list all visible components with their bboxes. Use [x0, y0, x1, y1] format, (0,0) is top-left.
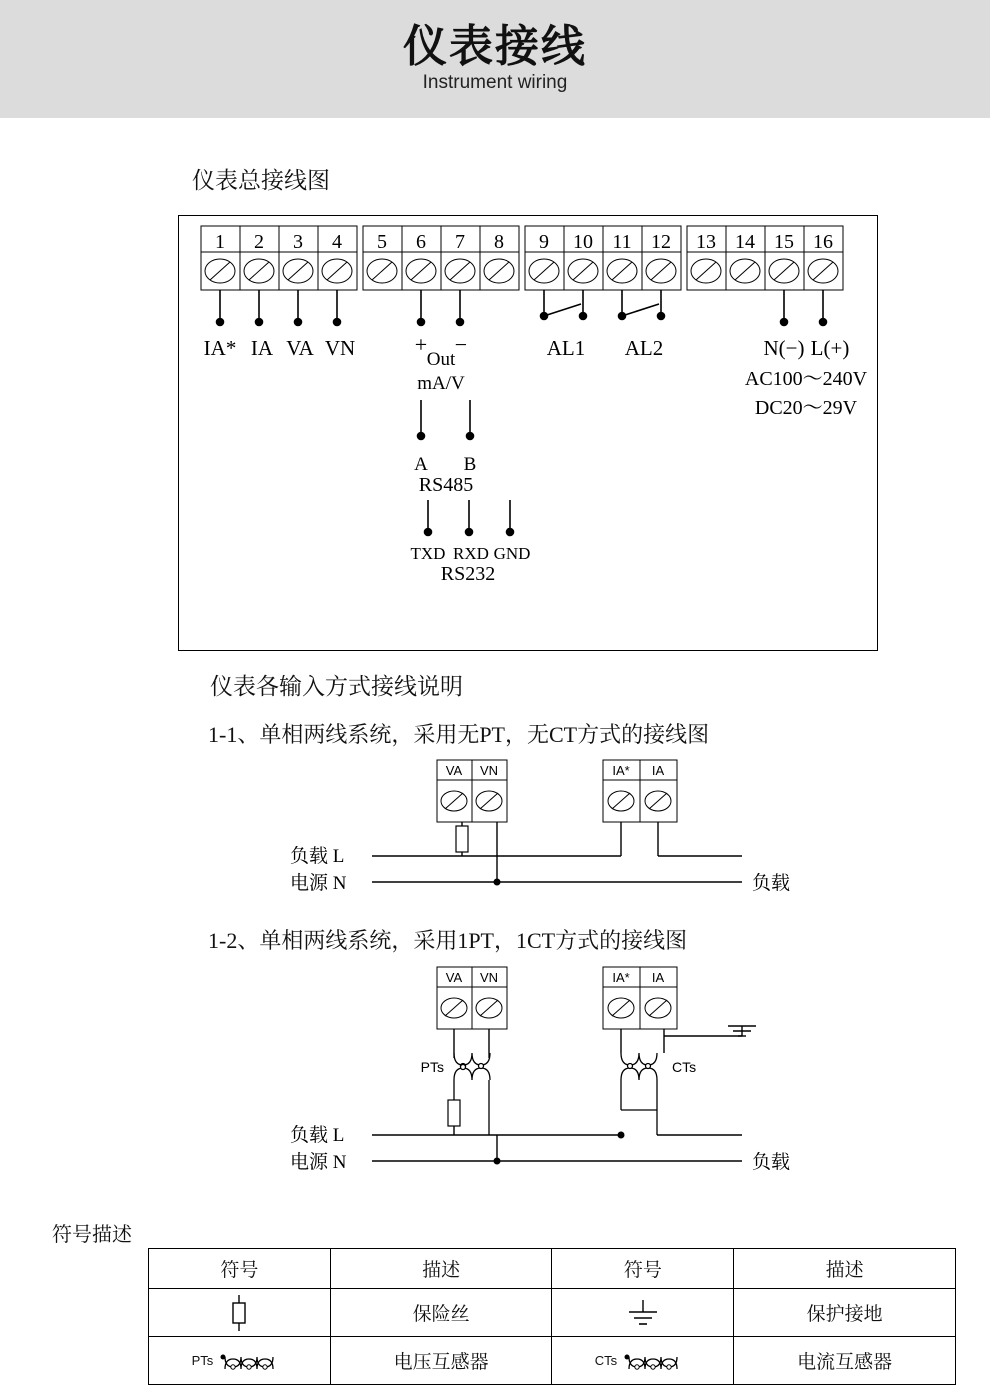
- case12-right-label: 负载: [752, 1152, 791, 1173]
- case-1-1-title: 1-1、单相两线系统，采用无PT，无CT方式的接线图: [208, 722, 710, 747]
- label-rs485-b: B: [463, 454, 477, 475]
- label-ac-range: AC100～240V: [744, 368, 868, 390]
- al2-contact: [619, 290, 665, 320]
- desc-fuse: 保险丝: [330, 1289, 552, 1337]
- terminal-labels: [204, 332, 868, 585]
- case-1-2-title: 1-2、单相两线系统，采用1PT，1CT方式的接线图: [208, 928, 688, 953]
- terminal-number: 15: [774, 231, 794, 253]
- terminal-number: 4: [332, 231, 342, 253]
- terminal-number: 3: [293, 231, 303, 253]
- case12-terminal-label: VN: [479, 970, 499, 985]
- page-title-en: Instrument wiring: [422, 72, 568, 94]
- terminal-number: 11: [612, 231, 632, 253]
- rs485-leads: [418, 400, 474, 440]
- terminal-number: 13: [696, 231, 716, 253]
- table-row: [149, 1337, 956, 1385]
- col-header-desc-1: 描述: [330, 1249, 552, 1289]
- label-rs232: RS232: [440, 563, 496, 585]
- terminal-number: 16: [813, 231, 833, 253]
- desc-ground: 保护接地: [734, 1289, 956, 1337]
- col-header-symbol-2: 符号: [552, 1249, 734, 1289]
- label-gnd: GND: [493, 544, 531, 563]
- label-al1: AL1: [546, 336, 586, 360]
- terminal-number: 12: [651, 231, 671, 253]
- input-modes-title: 仪表各输入方式接线说明: [210, 674, 463, 699]
- label-vn: VN: [324, 336, 356, 360]
- label-ia: IA: [250, 336, 274, 360]
- case12-terminal-label: IA: [651, 970, 665, 985]
- case11-terminal-label: IA: [651, 763, 665, 778]
- cts-transformer: [621, 1053, 657, 1135]
- case-1-2-diagram: [290, 967, 790, 1173]
- symbol-cts-cell: [552, 1337, 734, 1385]
- label-ia-star: IA*: [203, 336, 237, 360]
- cts-symbol-label: CTs: [594, 1353, 618, 1368]
- label-n-neg: N(−): [763, 336, 805, 360]
- case11-left-label: 电源 N: [290, 873, 347, 894]
- symbol-ground-cell: [552, 1289, 734, 1337]
- case11-terminal-label: VA: [445, 763, 463, 778]
- page-title-cn: 仪表接线: [403, 21, 587, 71]
- case12-terminal-label: IA*: [612, 970, 630, 985]
- rs232-leads: [425, 500, 514, 536]
- terminal-number: 5: [377, 231, 387, 253]
- case12-left-label: 电源 N: [290, 1152, 347, 1173]
- case11-terminal-label: VN: [479, 763, 499, 778]
- main-diagram-title: 仪表总接线图: [192, 168, 330, 193]
- symbol-pts-cell: [149, 1337, 331, 1385]
- case11-right-label: 负载: [752, 873, 791, 894]
- desc-cts: 电流互感器: [734, 1337, 956, 1385]
- terminal-number: 14: [735, 231, 755, 253]
- terminal-screws: [205, 259, 838, 283]
- case12-left-label: 负载 L: [290, 1125, 345, 1146]
- label-out: Out: [426, 349, 456, 370]
- terminal-leads: [217, 290, 827, 326]
- terminal-number: 6: [416, 231, 426, 253]
- label-rs485: RS485: [418, 474, 474, 496]
- label-txd: TXD: [410, 544, 446, 563]
- label-rxd: RXD: [453, 544, 489, 563]
- label-rs485-a: A: [414, 454, 428, 475]
- pts-symbol-label: PTs: [191, 1353, 214, 1368]
- case12-terminal-label: VA: [445, 970, 463, 985]
- desc-pts: 电压互感器: [330, 1337, 552, 1385]
- table-row: [149, 1289, 956, 1337]
- cts-transformer-icon: [621, 1343, 691, 1379]
- pts-label: PTs: [420, 1059, 444, 1075]
- table-header-row: [149, 1249, 956, 1289]
- case-1-1-diagram: [290, 760, 790, 894]
- pts-transformer-icon: [217, 1343, 287, 1379]
- label-l-pos: L(+): [810, 336, 850, 360]
- terminal-number: 9: [539, 231, 549, 253]
- col-header-desc-2: 描述: [734, 1249, 956, 1289]
- label-dc-range: DC20～29V: [754, 397, 858, 419]
- label-va: VA: [286, 336, 314, 360]
- terminal-number: 10: [573, 231, 593, 253]
- symbol-desc-title: 符号描述: [52, 1224, 132, 1246]
- terminal-number: 7: [455, 231, 465, 253]
- al1-contact: [541, 290, 587, 320]
- ground-icon: [552, 1296, 733, 1330]
- terminal-number: 1: [215, 231, 225, 253]
- col-header-symbol-1: 符号: [149, 1249, 331, 1289]
- label-out-minus: −: [454, 332, 468, 357]
- terminal-number: 2: [254, 231, 264, 253]
- label-out-plus: +: [414, 332, 428, 357]
- label-ma-v: mA/V: [417, 373, 465, 394]
- case11-terminal-label: IA*: [612, 763, 630, 778]
- terminal-number: 8: [494, 231, 504, 253]
- label-al2: AL2: [624, 336, 664, 360]
- symbol-fuse-cell: [149, 1289, 331, 1337]
- cts-label: CTs: [672, 1059, 697, 1075]
- case11-left-label: 负载 L: [290, 846, 345, 867]
- fuse-icon: [149, 1293, 330, 1333]
- symbol-description-table: [148, 1248, 956, 1385]
